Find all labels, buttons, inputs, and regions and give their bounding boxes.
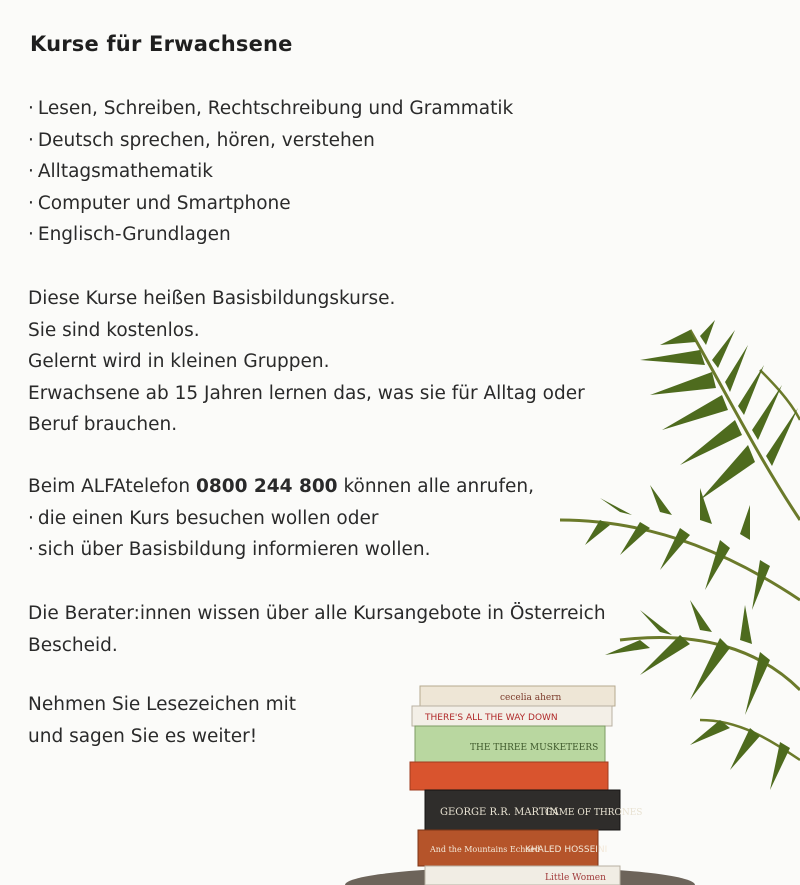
book-spine-text: GAME OF THRONES: [545, 808, 643, 818]
bullet-char: ·: [28, 129, 34, 151]
book-spine-text: KHALED HOSSEINI: [525, 845, 608, 855]
page-title: Kurse für Erwachsene: [30, 32, 293, 56]
list-item: · Alltagsmathematik: [28, 161, 213, 182]
text-line: Erwachsene ab 15 Jahren lernen das, was sie für Alltag oder: [28, 382, 585, 404]
text-line: Nehmen Sie Lesezeichen mit: [28, 694, 297, 715]
bullet-char: ·: [28, 98, 34, 119]
hotline-line: Beim ALFAtelefon 0800 244 800 können alle anrufen,: [28, 476, 535, 497]
list-item: · Computer und Smartphone: [28, 192, 291, 214]
text-line: Beruf brauchen.: [28, 414, 178, 435]
phone-number: 0800 244 800: [195, 476, 338, 497]
text-line: Gelernt wird in kleinen Gruppen.: [28, 351, 330, 372]
list-item: · Lesen, Schreiben, Rechtschreibung und Grammatik: [28, 98, 514, 119]
book-spine-text: cecelia ahern: [500, 693, 562, 703]
text-line: Die Berater:innen wissen über alle Kursangebote in Österreich: [28, 603, 606, 624]
book: [410, 762, 608, 790]
book-spine-text: And the Mountains Echoed: [430, 845, 541, 854]
text-line: Sie sind kostenlos.: [28, 319, 200, 341]
book-spine-text: THERE'S ALL THE WAY DOWN: [425, 713, 558, 723]
book-spine-text: THE THREE MUSKETEERS: [470, 743, 599, 753]
list-item: · die einen Kurs besuchen wollen oder: [28, 507, 379, 529]
list-item: · sich über Basisbildung informieren wollen.: [28, 539, 431, 560]
bullet-char: ·: [28, 192, 34, 214]
book-stack: [410, 686, 642, 885]
bullet-char: ·: [28, 161, 34, 182]
book-spine-text: GEORGE R.R. MARTIN: [440, 807, 559, 818]
bullet-char: ·: [28, 507, 34, 529]
bullet-char: ·: [28, 224, 34, 245]
bullet-char: ·: [28, 539, 34, 560]
book-spine-text: Little Women: [545, 873, 606, 883]
list-item: · Englisch-Grundlagen: [28, 224, 231, 245]
text-line: Diese Kurse heißen Basisbildungskurse.: [28, 288, 396, 309]
text-line: und sagen Sie es weiter!: [28, 725, 258, 747]
list-item: · Deutsch sprechen, hören, verstehen: [28, 129, 375, 151]
text-line: Bescheid.: [28, 634, 118, 656]
